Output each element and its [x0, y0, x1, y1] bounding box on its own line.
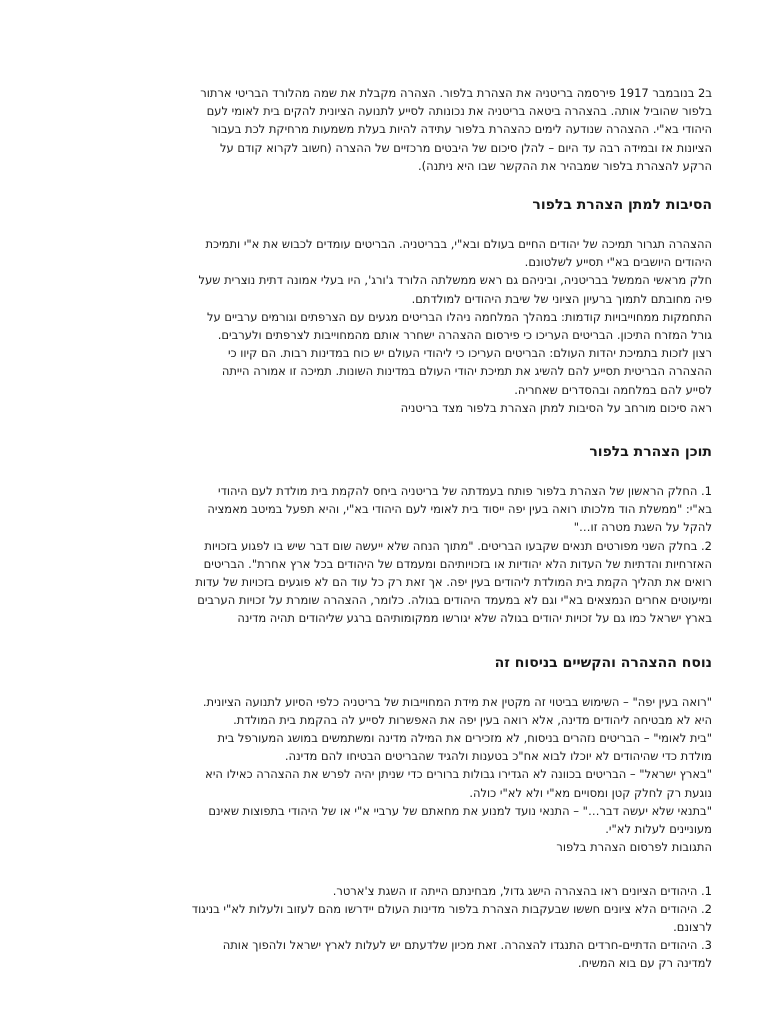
text-line: חלק מראשי הממשל בבריטניה, וביניהם גם ראש ממשלתה הלורד ג'ורג', היו בעלי אמונה דתית נוצרית שעל	[198, 273, 712, 288]
text-line: "בתנאי שלא יעשה דבר…" – התנאי נועד למנוע את מחאתם של ערביי א"י או של היהודי בתפוצות שאינם	[208, 803, 712, 818]
list-item: לרצונם.	[673, 919, 712, 934]
text-line: ומיעוטים אחרים הנמצאים בא"י וגם לא במעמד היהודים בגולה. כלומר, ההצהרה שומרת על זכויות הערבים	[197, 593, 712, 608]
section-heading-wording: נוסח ההצהרה והקשיים בניסוח זה	[494, 654, 712, 671]
text-line: "רואה בעין יפה" – השימוש בביטוי זה מקטין את מידת המחוייבות של בריטניה כלפי הסיוע לתנועה הציונית.	[202, 694, 712, 709]
reasons-paragraph	[96, 235, 712, 417]
text-line: ב2 בנובמבר 1917 פירסמה בריטניה את הצהרת בלפור. הצהרה מקבלת את שמה מהלורד הבריטי ארתור	[200, 86, 712, 100]
text-line: האזרחיות והדתיות של העדות הלא יהודיות או בזכויותיהם ומעמדם של היהודים בכל ארץ אחרת". הבריטים	[203, 556, 712, 571]
text-line: היהודי בא"י. ההצהרה שנודעה לימים כהצהרת בלפור עתידה להיות בעלת משמעות מרחיקת לכת בעבור	[211, 122, 712, 137]
list-item: 3. היהודים הדתיים-חרדים התנגדו להצהרה. זאת מכיון שלדעתם יש לעלות לארץ ישראל ולהפוך אותה	[222, 938, 712, 953]
list-item: למדינה רק עם בוא המשיח.	[577, 956, 712, 971]
intro-paragraph	[96, 84, 712, 175]
text-line: התחמקות ממחוייבויות קודמות: במהלך המלחמה ניהלו הבריטים מגעים עם הצרפתים וגורמים ערביים על	[206, 309, 712, 324]
text-line: הרקע להצהרת בלפור שמבהיר את ההקשר שבו היא ניתנה).	[418, 158, 712, 173]
text-line: מולדת כדי שהיהודים לא יוכלו לבוא אח"כ בטענות ולהגיד שהבריטים הבטיחו להם מדינה.	[284, 749, 712, 764]
section-heading-reasons: הסיבות למתן הצהרת בלפור	[532, 197, 712, 214]
text-line: ההצהרה תגרור תמיכה של יהודים החיים בעולם ובא"י, בבריטניה. הבריטים עומדים לכבוש את א"י ותמיכת	[205, 237, 712, 252]
text-line: בא"י: "ממשלת הוד מלכותו רואה בעין יפה ייסוד בית לאומי לעם היהודי בא"י, והיא תפעל במיטב מאמציה	[207, 502, 712, 517]
text-line: רואים את תהליך הקמת בית המולדת ליהודים בעין יפה. אך זאת רק כל עוד הם לא פוגעים בזכויות של עדות	[195, 575, 712, 590]
text-line: "בארץ ישראל" – הבריטים בכוונה לא הגדירו גבולות ברורים כדי שניתן יהיה לפרש את ההצהרה כאילו היא	[205, 767, 712, 782]
text-line: רצון לזכות בתמיכת יהדות העולם: הבריטים העריכו כי ליהודי העולם יש כוח במדינות רבות. הם קיוו כי	[227, 346, 712, 361]
text-line: ראה סיכום מורחב על הסיבות למתן הצהרת בלפור מצד בריטניה	[400, 400, 712, 415]
text-line: פיה מחובתם לתמוך ברעיון הציוני של שיבת היהודים למולדתם.	[411, 291, 712, 306]
text-line: לסייע להם במלחמה ובהסדרים שאחריה.	[514, 382, 712, 397]
text-line: בלפור שהוביל אותה. בהצהרה ביטאה בריטניה את נכונותה לסייע לתנועה הציונית להקים בית לאומי לעם	[206, 104, 712, 119]
text-line: הציונות אז ובמידה רבה עד היום – להלן סיכום של היבטים מרכזיים של ההצרה (חשוב לקרוא קודם על	[219, 140, 712, 155]
content-paragraph	[96, 482, 712, 628]
text-line: מעוניינים לעלות לא"י.	[605, 822, 712, 837]
text-line: בארץ ישראל כמו גם על זכויות יהודים בגולה שלא יגורשו ממקומותיהם ברגע שליהודים תהיה מדינה	[237, 611, 712, 626]
text-line: 2. בחלק השני מפורטים תנאים שקבעו הבריטים. "מתוך הנחה שלא ייעשה שום דבר שיש בו לפגוע בזכויות	[204, 538, 712, 553]
reactions-list	[96, 882, 712, 973]
text-line: להקל על השגת מטרה זו…"	[573, 520, 712, 535]
text-line: נוגעת רק לחלק קטן ומסויים מא"י ולא לא"י כולה.	[469, 785, 712, 800]
text-line: היא לא מבטיחה ליהודים מדינה, אלא רואה בעין יפה את האפשרות לסייע לה בהקמת בית המולדת.	[233, 712, 712, 727]
list-item: 2. היהודים הלא ציונים חששו שבעקבות הצהרת בלפור מדינות העולם יידרשו מהם לעזוב ולעלות לא"י בניגוד	[191, 901, 712, 916]
text-line: 1. החלק הראשון של הצהרת בלפור פותח בעמדתה של בריטניה ביחס להקמת בית מולדת לעם היהודי	[218, 484, 712, 499]
section-heading-content: תוכן הצהרת בלפור	[589, 444, 712, 461]
text-line: "בית לאומי" – הבריטים נזהרים בניסוח, לא מזכירים את המילה מדינה ומשתמשים במושג המעורפל בית	[217, 731, 712, 746]
text-line: היהודים היושבים בא"י תסייע לשלטונם.	[524, 255, 712, 270]
text-line: התגובות לפרסום הצהרת בלפור	[556, 840, 712, 855]
text-line: ההצהרה הבריטית תסייע להם להשיג את תמיכת יהודי העולם במדינות השונות. תמיכה זו אמורה הייתה	[221, 364, 712, 379]
list-item: 1. היהודים הציונים ראו בהצהרה הישג גדול, מבחינתם הייתה זו השגת צ'ארטר.	[332, 883, 712, 898]
wording-paragraph	[96, 693, 712, 857]
text-line: גורל המזרח התיכון. הבריטים העריכו כי פירסום ההצהרה ישחרר אותם מהמחוייבות לצרפתים ולערבים.	[217, 328, 712, 343]
